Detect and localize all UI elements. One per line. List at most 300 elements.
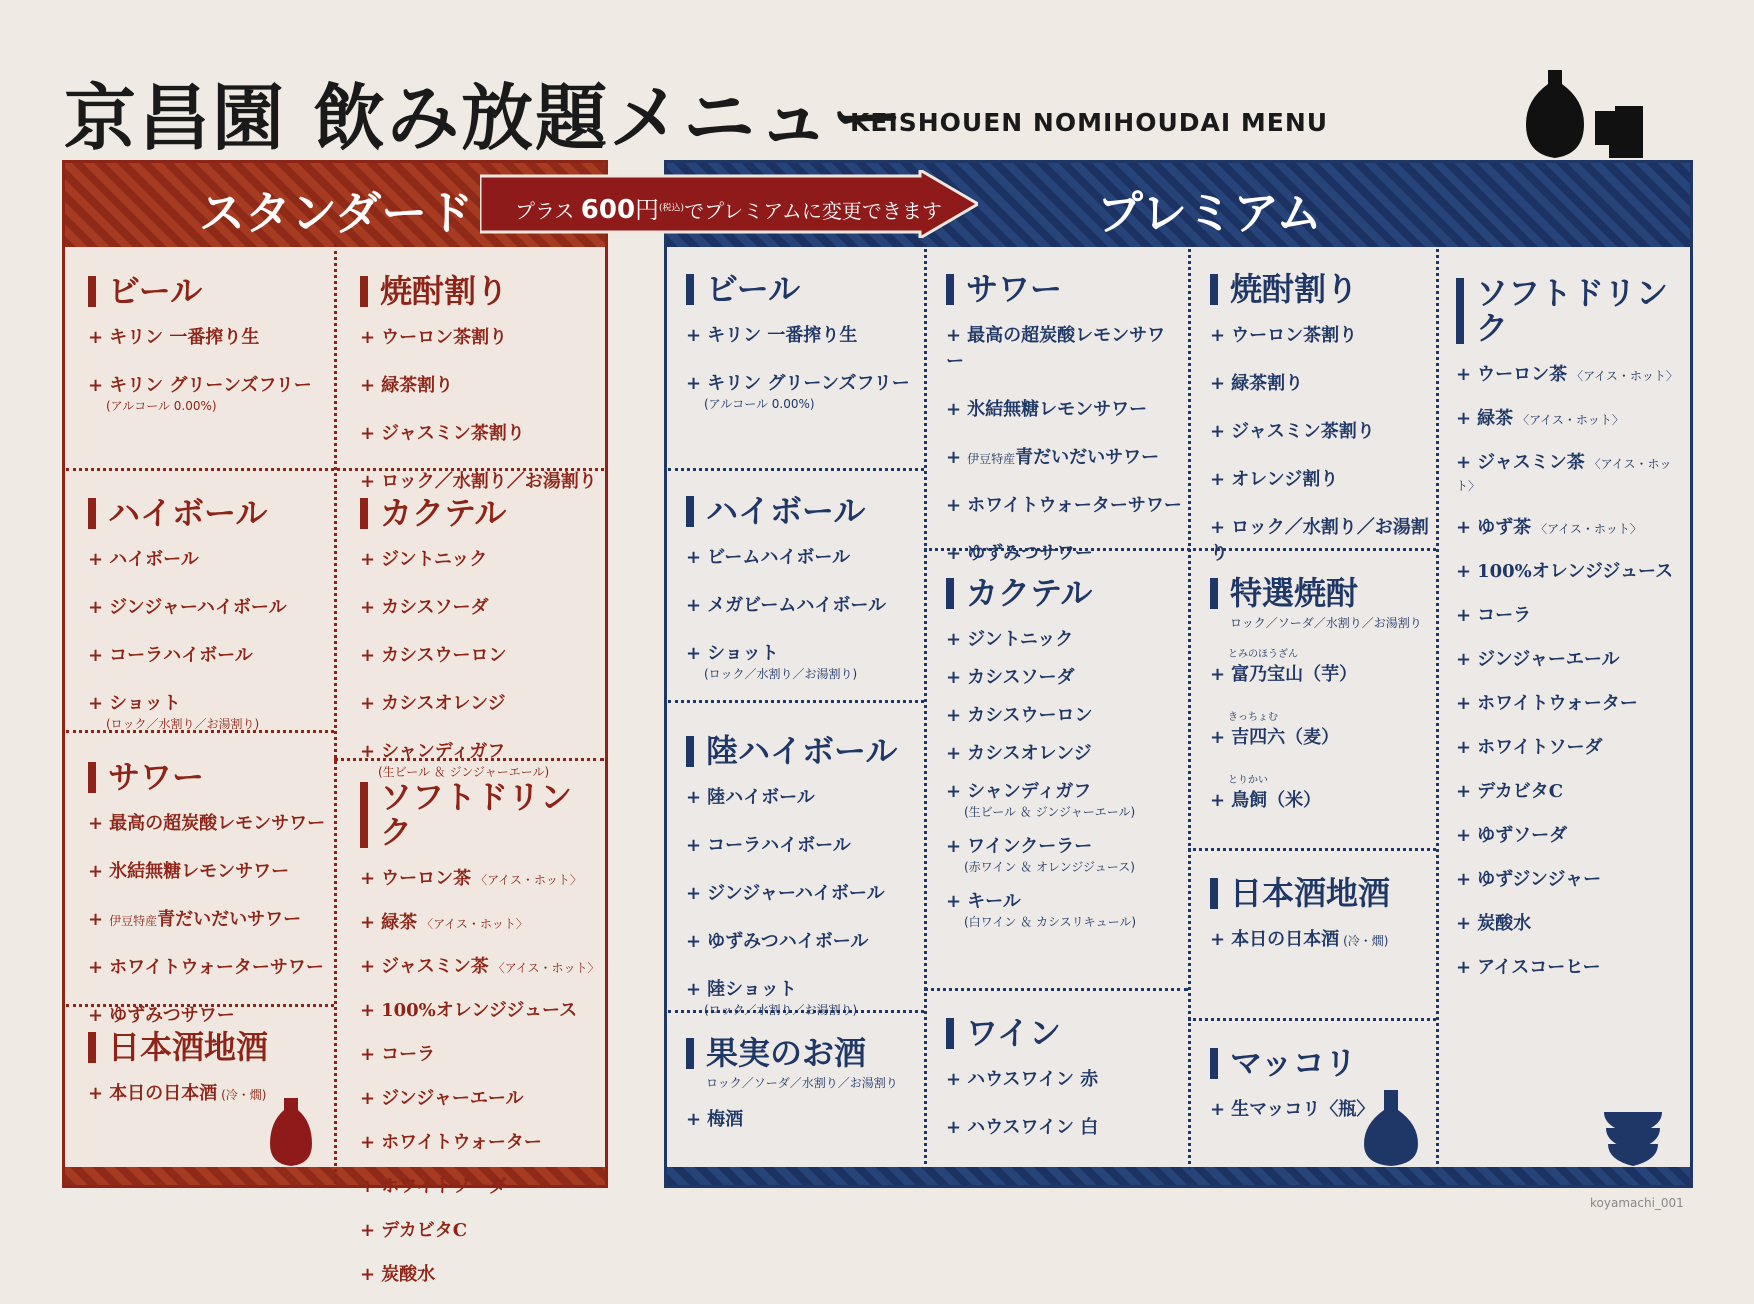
plus-icon: + [686, 931, 702, 953]
menu-item [1456, 448, 1688, 495]
menu-item [360, 593, 600, 619]
item-name: ハイボール [109, 549, 199, 571]
menu-item-list [360, 323, 600, 493]
upgrade-amount: 600 [580, 195, 636, 225]
upgrade-prefix: プラス [515, 199, 575, 223]
plus-icon: + [1456, 737, 1472, 759]
plus-icon: + [686, 595, 702, 617]
item-name: ゆずジンジャー [1477, 869, 1602, 891]
sake-bottle-icon [268, 1096, 314, 1168]
item-note: (アルコール 0.00%) [106, 399, 217, 414]
item-name: シャンディガフ [381, 741, 506, 763]
menu-item [88, 689, 328, 732]
item-name: ウーロン茶割り [381, 327, 508, 349]
item-name: ウーロン茶割り [1231, 325, 1358, 347]
menu-item-list [686, 783, 918, 1018]
section-title: 日本酒地酒 [88, 1030, 328, 1065]
plus-icon: + [686, 547, 702, 569]
menu-item [88, 593, 328, 619]
item-name: 最高の超炭酸レモンサワー [946, 325, 1166, 373]
plus-icon: + [1456, 825, 1472, 847]
menu-item [686, 879, 918, 905]
prm-special-section [1210, 576, 1434, 834]
plus-icon: + [360, 645, 376, 667]
menu-item [946, 395, 1182, 421]
plus-icon: + [1210, 727, 1226, 749]
item-name: ジンジャーエール [381, 1088, 524, 1110]
menu-item-list [1456, 360, 1688, 979]
menu-item-list [1210, 321, 1434, 565]
upgrade-note [515, 190, 942, 225]
plus-icon: + [1456, 561, 1472, 583]
item-note: (ロック／水割り／お湯割り) [704, 1003, 858, 1018]
plus-icon: + [686, 1109, 702, 1131]
bowl-stack-icon [1602, 1108, 1664, 1170]
std-shochu-section [360, 274, 600, 515]
item-note: (赤ワイン ＆ オレンジジュース) [964, 860, 1135, 875]
item-name: カシスオレンジ [967, 743, 1092, 765]
item-name: 氷結無糖レモンサワー [967, 399, 1148, 421]
item-name: キール [967, 891, 1021, 913]
section-title: 焼酎割り [1210, 272, 1434, 307]
menu-item [360, 419, 600, 445]
item-name: カシスウーロン [967, 705, 1093, 727]
premium-title: プレミアム [1097, 186, 1322, 240]
prm-shochu-section [1210, 272, 1434, 587]
item-name: コーラハイボール [707, 835, 851, 857]
item-name: ジャスミン茶 [1477, 452, 1585, 474]
premium-divider [1188, 848, 1436, 851]
item-name: キリン グリーンズフリー [109, 375, 312, 397]
item-name: シャンディガフ [967, 781, 1092, 803]
menu-item [360, 1040, 600, 1066]
menu-item [360, 1128, 600, 1154]
item-tag: 〈アイス・ホット〉 [492, 961, 600, 976]
prm-highball-section [686, 494, 918, 704]
item-name: デカビタC [381, 1220, 468, 1242]
item-name: ゆずみつサワー [109, 1005, 235, 1027]
item-name: 青だいだいサワー [157, 909, 302, 931]
item-name: ジンジャーハイボール [707, 883, 885, 905]
section-subtitle: ロック／ソーダ／水割り／お湯割り [706, 1076, 898, 1091]
prm-fruit-section [686, 1036, 918, 1153]
menu-item [360, 864, 600, 890]
item-note: (生ビール ＆ ジンジャーエール) [378, 765, 550, 780]
menu-item [88, 641, 328, 667]
plus-icon: + [360, 375, 376, 397]
plus-icon: + [1210, 469, 1226, 491]
item-name: 梅酒 [707, 1109, 744, 1131]
plus-icon: + [88, 813, 104, 835]
menu-item [1210, 708, 1434, 749]
menu-item-list [360, 545, 600, 780]
plus-icon: + [88, 597, 104, 619]
item-name: 吉四六（麦） [1231, 727, 1340, 749]
makgeolli-bottle-icon [1362, 1088, 1420, 1168]
prm-riku-section [686, 734, 918, 1040]
page-subtitle: KEISHOUEN NOMIHOUDAI MENU [850, 108, 1329, 137]
item-name: 鳥飼（米） [1231, 790, 1322, 812]
menu-item [1210, 369, 1434, 395]
premium-footer-band [667, 1167, 1690, 1185]
menu-item [360, 908, 600, 934]
item-name: ホワイトウォーターサワー [109, 957, 324, 979]
premium-divider [924, 988, 1188, 991]
plus-icon: + [88, 327, 104, 349]
item-name: 100%オレンジジュース [1477, 561, 1674, 583]
plus-icon: + [88, 861, 104, 883]
menu-item [946, 739, 1182, 765]
menu-item [1456, 689, 1688, 715]
item-name: ロック／水割り／お湯割り [1210, 517, 1429, 565]
item-name: ジンジャーエール [1477, 649, 1620, 671]
prm-sake-section [1210, 876, 1434, 973]
menu-item [686, 831, 918, 857]
menu-item [360, 1260, 600, 1286]
menu-item [360, 323, 600, 349]
item-name: 緑茶 [1477, 408, 1514, 430]
section-title: ソフトドリンク [1456, 276, 1688, 346]
item-name: ホワイトソーダ [381, 1176, 507, 1198]
section-title: マッコリ [1210, 1046, 1434, 1081]
menu-item [946, 887, 1182, 930]
item-name: 緑茶 [381, 912, 418, 934]
item-name: カシスソーダ [381, 597, 489, 619]
item-name: コーラ [381, 1044, 436, 1066]
item-note: (ロック／水割り／お湯割り) [704, 667, 858, 682]
plus-icon: + [88, 1005, 104, 1027]
plus-icon: + [1456, 364, 1472, 386]
upgrade-suffix: でプレミアムに変更できます [684, 199, 942, 223]
item-name: 本日の日本酒 [1231, 929, 1340, 951]
menu-item [1456, 777, 1688, 803]
item-note: (ロック／水割り／お湯割り) [106, 717, 260, 732]
prm-wine-section [946, 1016, 1182, 1161]
prm-sour-section [946, 272, 1182, 587]
std-sour-section [88, 760, 328, 1049]
menu-item-list [1210, 645, 1434, 812]
item-name: ハウスワイン 白 [967, 1117, 1099, 1139]
plus-icon: + [360, 1044, 376, 1066]
menu-item [360, 1216, 600, 1242]
section-title: サワー [88, 760, 328, 795]
menu-item [946, 443, 1182, 469]
section-title: 日本酒地酒 [1210, 876, 1434, 911]
item-name: ゆずみつサワー [967, 543, 1093, 565]
menu-item [360, 952, 600, 978]
menu-item-list [946, 625, 1182, 930]
plus-icon: + [946, 325, 962, 347]
menu-item [360, 737, 600, 780]
item-name: ハウスワイン 赤 [967, 1069, 1099, 1091]
item-name: 炭酸水 [1477, 913, 1532, 935]
menu-item [1456, 601, 1688, 627]
menu-item [686, 543, 918, 569]
menu-item [1456, 909, 1688, 935]
prm-soft-section [1456, 276, 1688, 997]
menu-item [88, 371, 328, 414]
plus-icon: + [360, 956, 376, 978]
section-title: ビール [686, 272, 918, 307]
item-name: ジントニック [381, 549, 488, 571]
premium-divider [1188, 1018, 1436, 1021]
menu-item [946, 832, 1182, 875]
plus-icon: + [1210, 664, 1226, 686]
section-title: カクテル [946, 576, 1182, 611]
item-name: ショット [707, 643, 779, 665]
upgrade-tax: (税込) [659, 203, 685, 214]
item-name: ウーロン茶 [381, 868, 472, 890]
menu-item [1210, 645, 1434, 686]
plus-icon: + [1456, 957, 1472, 979]
menu-item [946, 701, 1182, 727]
sake-set-icon [1515, 66, 1665, 162]
plus-icon: + [1456, 452, 1472, 474]
menu-item [946, 539, 1182, 565]
item-tag: 〈アイス・ホット〉 [475, 873, 582, 888]
plus-icon: + [686, 835, 702, 857]
item-name: ジャスミン茶割り [1231, 421, 1375, 443]
menu-item [686, 321, 918, 347]
menu-item [1456, 557, 1688, 583]
item-name: 本日の日本酒 [109, 1083, 218, 1105]
menu-item [686, 1105, 918, 1131]
plus-icon: + [360, 912, 376, 934]
item-tag: 〈アイス・ホット〉 [1456, 457, 1672, 494]
plus-icon: + [360, 1132, 376, 1154]
plus-icon: + [360, 549, 376, 571]
item-name: 最高の超炭酸レモンサワー [109, 813, 326, 835]
plus-icon: + [946, 1069, 962, 1091]
menu-item-list [686, 321, 918, 412]
plus-icon: + [1210, 325, 1226, 347]
item-name: ジャスミン茶 [381, 956, 489, 978]
plus-icon: + [88, 1083, 104, 1105]
menu-item [88, 809, 328, 835]
plus-icon: + [1456, 517, 1472, 539]
item-name: 青だいだいサワー [1015, 447, 1160, 469]
section-title: 陸ハイボール [686, 734, 918, 769]
menu-item [1456, 645, 1688, 671]
item-name: ゆずみつハイボール [707, 931, 869, 953]
menu-item-list [946, 321, 1182, 565]
item-name: ジャスミン茶割り [381, 423, 525, 445]
menu-item [360, 641, 600, 667]
item-tag: 〈アイス・ホット〉 [1571, 369, 1678, 384]
plus-icon: + [946, 447, 962, 469]
menu-item [686, 927, 918, 953]
item-name: ジンジャーハイボール [109, 597, 287, 619]
plus-icon: + [360, 1176, 376, 1198]
menu-item [946, 1113, 1182, 1139]
item-name: カシスオレンジ [381, 693, 506, 715]
plus-icon: + [1456, 408, 1472, 430]
menu-item [1210, 465, 1434, 491]
menu-item [88, 545, 328, 571]
section-title: 果実のお酒 [686, 1036, 918, 1071]
plus-icon: + [946, 705, 962, 727]
item-name: 生マッコリ〈瓶〉 [1231, 1099, 1375, 1121]
menu-item [88, 905, 328, 931]
item-reading: とみのほうざん [1228, 649, 1298, 661]
premium-divider [1436, 244, 1439, 1170]
std-beer-section [88, 274, 328, 436]
menu-item [1456, 821, 1688, 847]
menu-item [686, 783, 918, 809]
plus-icon: + [686, 643, 702, 665]
section-subtitle: ロック／ソーダ／水割り／お湯割り [1230, 616, 1422, 631]
item-tag: (冷・燗) [221, 1088, 267, 1103]
menu-item [88, 857, 328, 883]
item-name: カシスウーロン [381, 645, 507, 667]
plus-icon: + [946, 743, 962, 765]
menu-item [686, 591, 918, 617]
prm-beer-section [686, 272, 918, 434]
std-soft-section [360, 780, 600, 1304]
plus-icon: + [1210, 373, 1226, 395]
menu-item-list [88, 323, 328, 414]
menu-item-list [1210, 925, 1434, 951]
item-name: 氷結無糖レモンサワー [109, 861, 290, 883]
plus-icon: + [946, 891, 962, 913]
plus-icon: + [1456, 869, 1472, 891]
plus-icon: + [1210, 421, 1226, 443]
plus-icon: + [360, 327, 376, 349]
premium-divider [1188, 244, 1191, 1170]
item-name: 炭酸水 [381, 1264, 436, 1286]
plus-icon: + [1456, 781, 1472, 803]
item-name: コーラ [1477, 605, 1532, 627]
menu-item-list [88, 809, 328, 1027]
menu-item [686, 975, 918, 1018]
std-cocktail-section [360, 496, 600, 802]
item-name: ホワイトソーダ [1477, 737, 1603, 759]
plus-icon: + [360, 597, 376, 619]
plus-icon: + [946, 836, 962, 858]
menu-item [1456, 404, 1688, 430]
plus-icon: + [360, 741, 376, 763]
standard-title: スタンダード [199, 186, 474, 240]
plus-icon: + [1210, 517, 1226, 539]
plus-icon: + [88, 957, 104, 979]
menu-item [360, 1172, 600, 1198]
plus-icon: + [88, 645, 104, 667]
plus-icon: + [946, 667, 962, 689]
item-tag: 〈アイス・ホット〉 [1535, 522, 1642, 537]
menu-item [686, 639, 918, 682]
plus-icon: + [946, 543, 962, 565]
item-name: キリン 一番搾り生 [707, 325, 858, 347]
item-tag: 〈アイス・ホット〉 [1517, 413, 1624, 428]
premium-divider [924, 244, 927, 1170]
plus-icon: + [360, 1264, 376, 1286]
item-name: 緑茶割り [381, 375, 454, 397]
plus-icon: + [1210, 929, 1226, 951]
plus-icon: + [360, 423, 376, 445]
item-prefix: 伊豆特産 [109, 914, 158, 929]
plus-icon: + [1456, 693, 1472, 715]
menu-item [360, 996, 600, 1022]
item-name: ホワイトウォーターサワー [967, 495, 1182, 517]
item-name: ホワイトウォーター [1477, 693, 1638, 715]
item-name: 陸ハイボール [707, 787, 815, 809]
section-title: ハイボール [686, 494, 918, 529]
plus-icon: + [1456, 649, 1472, 671]
item-name: オレンジ割り [1231, 469, 1339, 491]
menu-item [360, 689, 600, 715]
item-name: ゆずソーダ [1477, 825, 1568, 847]
item-name: ワインクーラー [967, 836, 1093, 858]
plus-icon: + [1456, 913, 1472, 935]
menu-item [1456, 733, 1688, 759]
item-tag: (冷・燗) [1343, 934, 1389, 949]
section-title: ソフトドリンク [360, 780, 600, 850]
menu-item [360, 545, 600, 571]
item-name: ゆず茶 [1477, 517, 1532, 539]
section-title: ハイボール [88, 496, 328, 531]
plus-icon: + [360, 1220, 376, 1242]
premium-divider [668, 468, 924, 471]
menu-item [946, 1065, 1182, 1091]
menu-item [88, 1001, 328, 1027]
standard-divider [334, 244, 337, 1184]
menu-item [686, 369, 918, 412]
section-title: ビール [88, 274, 328, 309]
plus-icon: + [360, 868, 376, 890]
section-title: 特選焼酎 [1210, 576, 1434, 611]
page-title: 京昌園 飲み放題メニュー [64, 75, 906, 160]
menu-item [946, 777, 1182, 820]
menu-item [1456, 953, 1688, 979]
plus-icon: + [686, 979, 702, 1001]
menu-item-list [946, 1065, 1182, 1139]
item-reading: きっちょむ [1228, 712, 1278, 724]
section-title: サワー [946, 272, 1182, 307]
item-name: 緑茶割り [1231, 373, 1304, 395]
upgrade-unit: 円 [635, 196, 660, 224]
item-prefix: 伊豆特産 [967, 452, 1016, 467]
menu-item [360, 467, 600, 493]
menu-item [1210, 925, 1434, 951]
menu-item [88, 323, 328, 349]
plus-icon: + [1210, 1099, 1226, 1121]
credit-text: koyamachi_001 [1590, 1196, 1684, 1210]
plus-icon: + [946, 1117, 962, 1139]
plus-icon: + [88, 375, 104, 397]
plus-icon: + [1456, 605, 1472, 627]
section-title: ワイン [946, 1016, 1182, 1051]
menu-item [946, 625, 1182, 651]
plus-icon: + [946, 781, 962, 803]
item-note: (生ビール ＆ ジンジャーエール) [964, 805, 1136, 820]
prm-cocktail-section [946, 576, 1182, 942]
item-name: コーラハイボール [109, 645, 253, 667]
plus-icon: + [1210, 790, 1226, 812]
item-name: ホワイトウォーター [381, 1132, 542, 1154]
menu-item [1456, 360, 1688, 386]
plus-icon: + [360, 471, 376, 493]
item-name: ロック／水割り／お湯割り [381, 471, 597, 493]
item-name: デカビタC [1477, 781, 1564, 803]
menu-item [1456, 513, 1688, 539]
item-name: ジントニック [967, 629, 1074, 651]
item-name: メガビームハイボール [707, 595, 887, 617]
menu-item-list [360, 864, 600, 1286]
plus-icon: + [946, 399, 962, 421]
menu-item-list [88, 545, 328, 732]
section-title: カクテル [360, 496, 600, 531]
item-name: 富乃宝山（芋） [1231, 664, 1358, 686]
